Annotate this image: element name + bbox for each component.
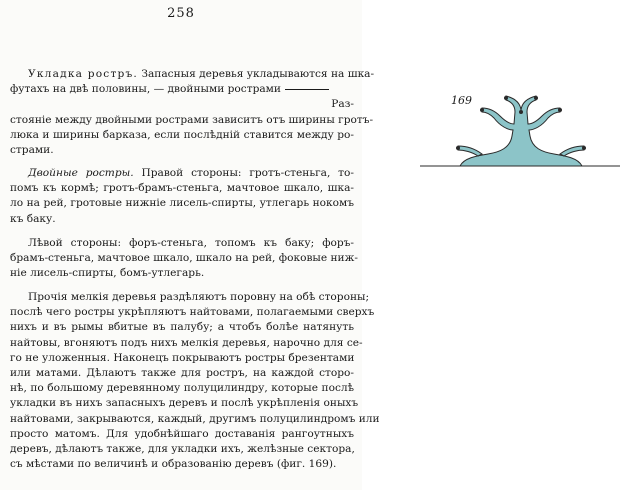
paragraph1-line1-text: Запасныя деревья укладываются на шка- — [141, 68, 375, 80]
paragraph4-line: Прочія мелкія деревья раздѣляютъ поровну на обѣ стороны; — [28, 291, 370, 303]
paragraph-small-spars — [10, 290, 380, 472]
inserted-rule — [285, 89, 329, 90]
spar-end-dot — [519, 110, 523, 114]
spar-end-dot — [582, 146, 586, 150]
paragraph3-line1: Лѣвой стороны: форъ-стеньга, топомъ къ баку; форъ- — [28, 237, 354, 249]
paragraph1-line2-text: футахъ на двѣ половины, — двойными рострами — [10, 83, 281, 96]
section-heading-dvoinye: Двойные ростры. — [28, 167, 134, 179]
paragraph-stowing-spars — [10, 67, 375, 158]
paragraph1-line1 — [10, 67, 375, 82]
paragraph2-line3: ло на рей, гротовые нижніе лисель-спирты, утлегарь нокомъ — [10, 197, 354, 210]
section-heading-ukladka: Укладка ростръ. — [28, 68, 138, 80]
paragraph2-line1-text: Правой стороны: гротъ-стеньга, то- — [141, 167, 354, 179]
paragraph4-line: укладки въ нихъ запасныхъ деревъ и послѣ укрѣпленія оныхъ — [10, 397, 359, 410]
spar-sector-lower-left-arm — [458, 146, 482, 156]
paragraph1-line2 — [10, 82, 354, 97]
paragraph4-line: найтовы, вгоняютъ подъ нихъ мелкія деревья, нарочно для се- — [10, 336, 363, 349]
paragraph4-line: найтовами, закрываются, каждый, другимъ полуцилиндромъ или — [10, 412, 380, 425]
paragraph-left-side — [10, 236, 358, 282]
spar-end-dot — [504, 96, 508, 100]
paragraph-double-rostra — [10, 166, 354, 227]
figure-label: 169 — [451, 94, 472, 107]
paragraph4-line: или матами. Дѣлаютъ также для ростръ, на каждой сторо- — [10, 367, 354, 380]
spar-end-dot — [558, 108, 562, 112]
paragraph1-line4: стояніе между двойными рострами зависитъ отъ ширины гротъ- — [10, 113, 374, 126]
spar-end-dot — [480, 108, 484, 112]
paragraph1-line6: страми. — [10, 144, 54, 157]
paragraph3-line3: ніе лисель-спирты, бомъ-утлегарь. — [10, 267, 205, 280]
paragraph4-line: нихъ и въ рымы вбитые въ палубу; а чтобъ болѣе натянуть — [10, 321, 354, 334]
paragraph4-line: съ мѣстами по величинѣ и образованію деревъ (фиг. 169). — [10, 458, 337, 471]
paragraph1-line3: Раз- — [331, 98, 354, 111]
paragraph2-line2: помъ къ кормѣ; гротъ-брамъ-стеньга, мачтовое шкало, шка- — [10, 182, 354, 195]
page-number: 258 — [167, 6, 195, 21]
paragraph4-line: деревъ, дѣлаютъ также, для укладки ихъ, желѣзные сектора, — [10, 443, 355, 456]
paragraph1-line5: люка и ширины барказа, если послѣдній ставится между ро- — [10, 128, 354, 141]
spar-end-dot — [456, 146, 460, 150]
paragraph2-line1 — [10, 166, 354, 181]
paragraph4-line: просто матомъ. Для удобнѣйшаго доставанія рангоутныхъ — [10, 427, 354, 440]
paragraph3-line2: брамъ-стеньга, мачтовое шкало, шкало на рей, фоковые ниж- — [10, 252, 358, 265]
spar-sector-lower-right-arm — [560, 146, 584, 156]
paragraph4-line: го не уложенныя. Наконецъ покрываютъ ростры брезентами — [10, 351, 355, 364]
spar-sector-figure — [420, 88, 620, 178]
spar-end-dot — [534, 96, 538, 100]
paragraph4-line: послѣ чего ростры укрѣпляютъ найтовами, полагаемыми сверхъ — [10, 306, 375, 319]
paragraph2-line4: къ баку. — [10, 212, 56, 225]
paragraph4-line: нѣ, по большому деревянному полуцилиндру, которые послѣ — [10, 382, 354, 395]
